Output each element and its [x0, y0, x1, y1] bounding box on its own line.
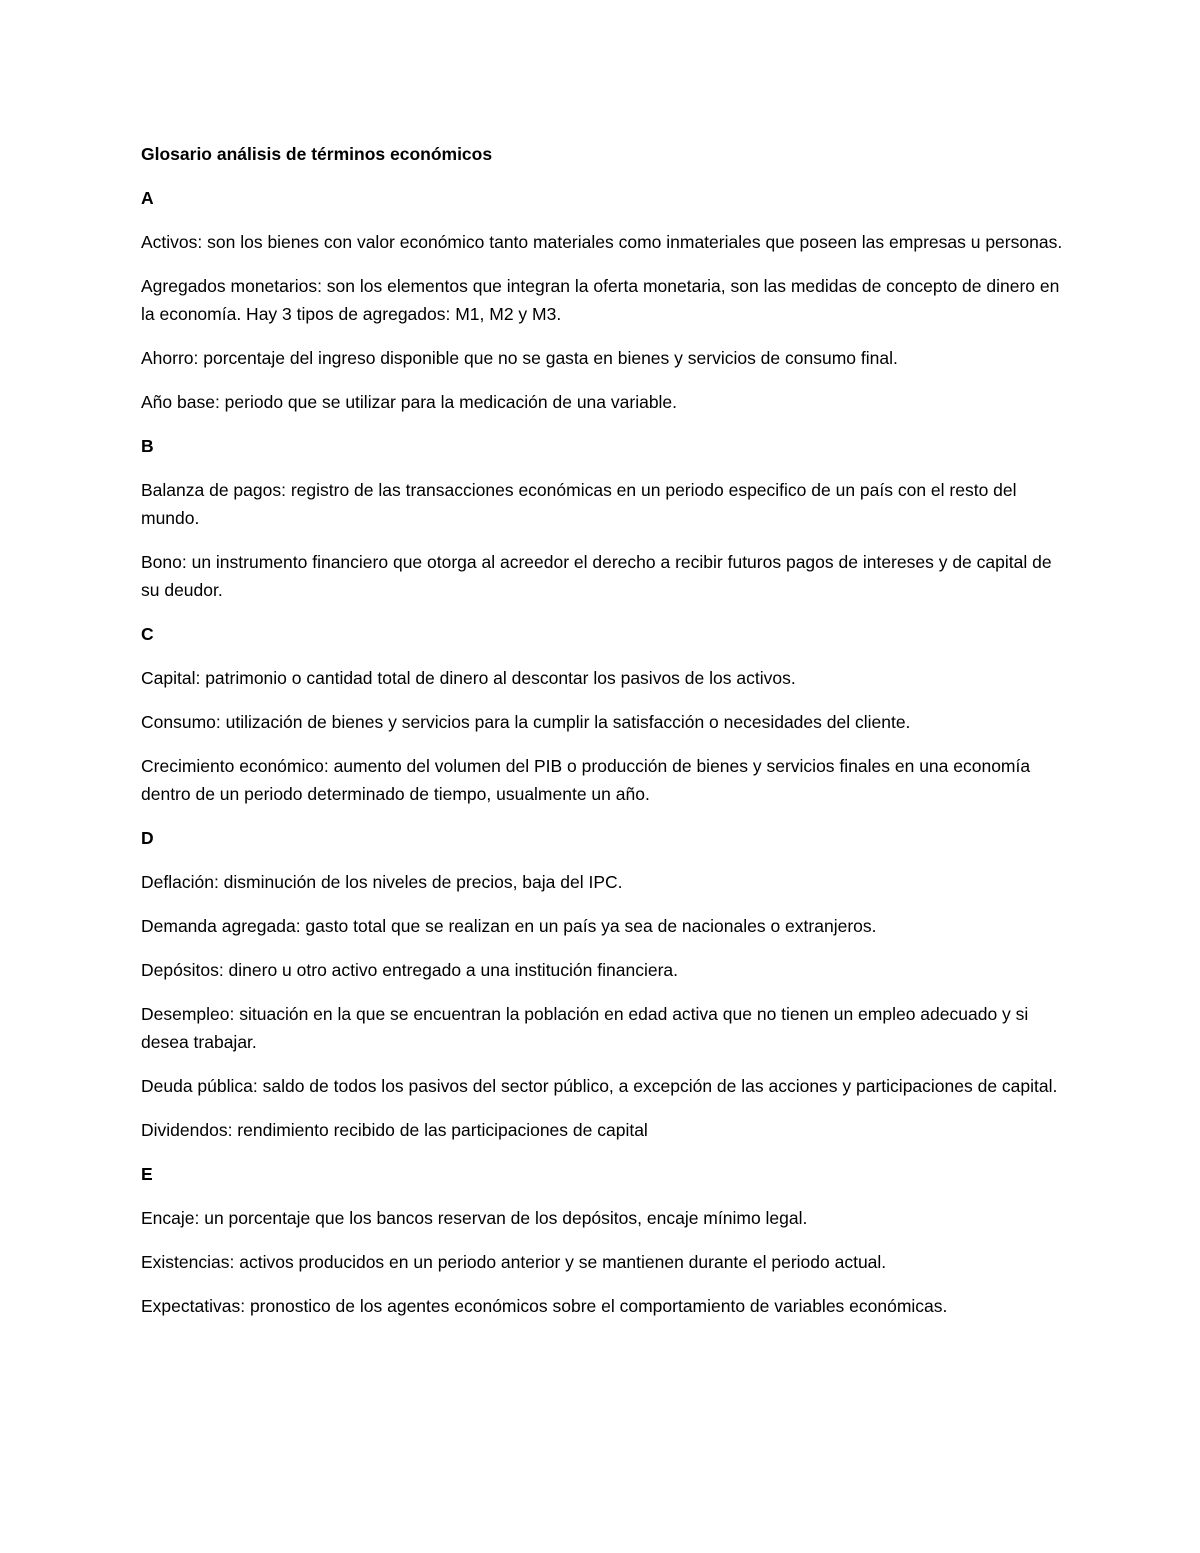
section-letter-a: A: [141, 188, 154, 208]
section-letter-c: C: [141, 624, 154, 644]
glossary-entry: Demanda agregada: gasto total que se realizan en un país ya sea de nacionales o extranjeros.: [141, 916, 877, 936]
glossary-entry: Ahorro: porcentaje del ingreso disponible que no se gasta en bienes y servicios de consumo final.: [141, 348, 898, 368]
glossary-entry: Bono: un instrumento financiero que otorga al acreedor el derecho a recibir futuros pagos de intereses y de capital de su deudor.: [141, 552, 1052, 600]
glossary-entry: Crecimiento económico: aumento del volumen del PIB o producción de bienes y servicios finales en una economía dentro de un periodo determinado de tiempo, usualmente un año.: [141, 756, 1031, 804]
glossary-entry: Deuda pública: saldo de todos los pasivos del sector público, a excepción de las acciones y participaciones de capital.: [141, 1076, 1058, 1096]
glossary-entry: Año base: periodo que se utilizar para la medicación de una variable.: [141, 392, 678, 412]
section-letter-e: E: [141, 1164, 153, 1184]
glossary-entry: Desempleo: situación en la que se encuentran la población en edad activa que no tienen un empleo adecuado y si desea trabajar.: [141, 1004, 1029, 1052]
glossary-entry: Existencias: activos producidos en un periodo anterior y se mantienen durante el periodo actual.: [141, 1252, 887, 1272]
section-letter-d: D: [141, 828, 154, 848]
glossary-entry: Depósitos: dinero u otro activo entregado a una institución financiera.: [141, 960, 678, 980]
document-title: Glosario análisis de términos económicos: [141, 144, 493, 164]
glossary-entry: Balanza de pagos: registro de las transacciones económicas en un periodo especifico de un país con el resto del mundo.: [141, 480, 1017, 528]
glossary-entry: Encaje: un porcentaje que los bancos reservan de los depósitos, encaje mínimo legal.: [141, 1208, 808, 1228]
glossary-entry: Dividendos: rendimiento recibido de las participaciones de capital: [141, 1120, 648, 1140]
glossary-entry: Activos: son los bienes con valor económico tanto materiales como inmateriales que poseen las empresas u personas.: [141, 232, 1063, 252]
glossary-entry: Expectativas: pronostico de los agentes económicos sobre el comportamiento de variables económicas.: [141, 1296, 948, 1316]
glossary-entry: Deflación: disminución de los niveles de precios, baja del IPC.: [141, 872, 623, 892]
glossary-entry: Consumo: utilización de bienes y servicios para la cumplir la satisfacción o necesidades del cliente.: [141, 712, 911, 732]
glossary-entry: Agregados monetarios: son los elementos que integran la oferta monetaria, son las medidas de concepto de dinero en la economía. Hay 3 tipos de agregados: M1, M2 y M3.: [141, 276, 1060, 324]
glossary-entry: Capital: patrimonio o cantidad total de dinero al descontar los pasivos de los activos.: [141, 668, 796, 688]
document-page: [141, 140, 1066, 1336]
section-letter-b: B: [141, 436, 154, 456]
